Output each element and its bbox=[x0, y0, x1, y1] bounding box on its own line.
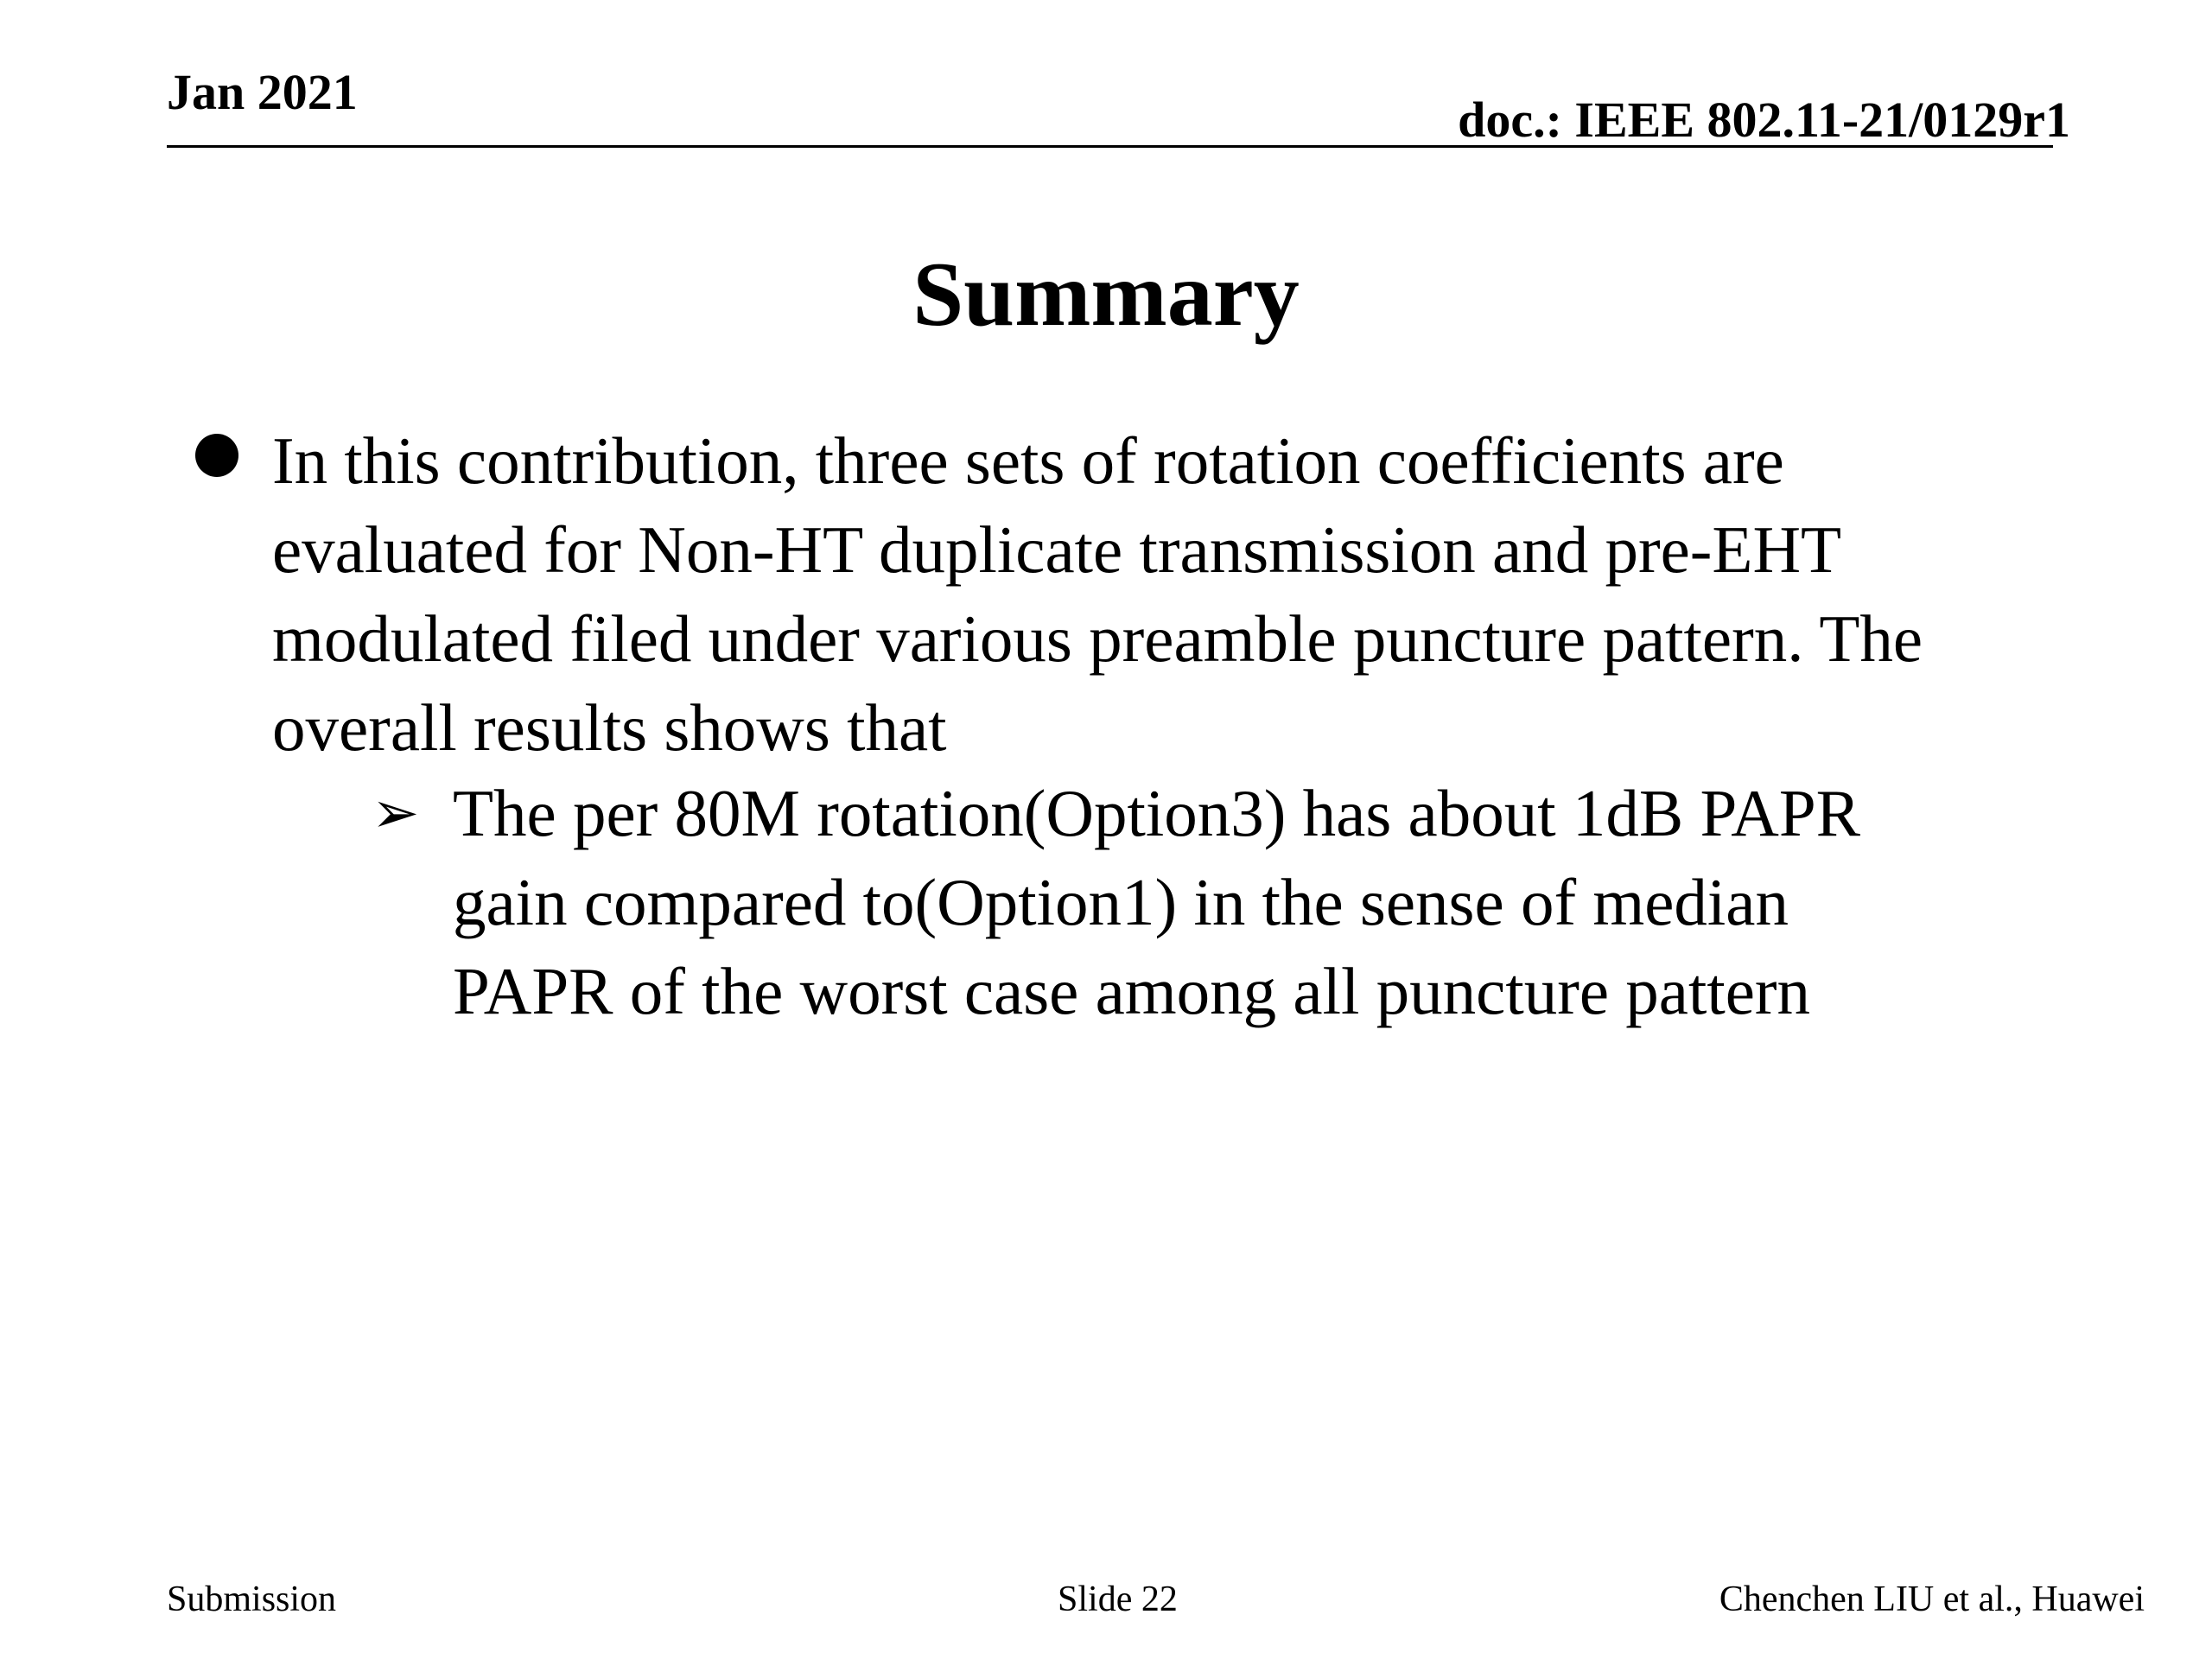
bullet-dot-icon bbox=[195, 434, 238, 477]
header-divider bbox=[167, 145, 2053, 148]
bullet-line: overall results shows that bbox=[272, 690, 947, 765]
footer-slide-number: Slide 22 bbox=[1058, 1580, 1178, 1619]
bullet-line: evaluated for Non-HT duplicate transmission and pre-EHT bbox=[272, 512, 1842, 587]
footer-author: Chenchen LIU et al., Huawei bbox=[1719, 1580, 2145, 1619]
slide-title: Summary bbox=[912, 244, 1300, 345]
bullet-line: modulated filed under various preamble puncture pattern. The bbox=[272, 601, 1923, 676]
sub-bullet-line: The per 80M rotation(Option3) has about 1dB PAPR bbox=[453, 776, 1861, 850]
sub-bullet-line: gain compared to(Option1) in the sense of median bbox=[453, 865, 1789, 939]
bullet-text bbox=[272, 416, 2173, 772]
bullet-line: In this contribution, three sets of rotation coefficients are bbox=[272, 423, 1784, 498]
header-date: Jan 2021 bbox=[167, 64, 358, 120]
header-doc-id: doc.: IEEE 802.11-21/0129r1 bbox=[1458, 92, 2070, 148]
arrow-bullet-icon: ➢ bbox=[372, 782, 420, 845]
sub-bullet-line: PAPR of the worst case among all puncture pattern bbox=[453, 954, 1811, 1028]
footer-submission: Submission bbox=[167, 1580, 337, 1619]
sub-bullet-text bbox=[453, 769, 2094, 1036]
